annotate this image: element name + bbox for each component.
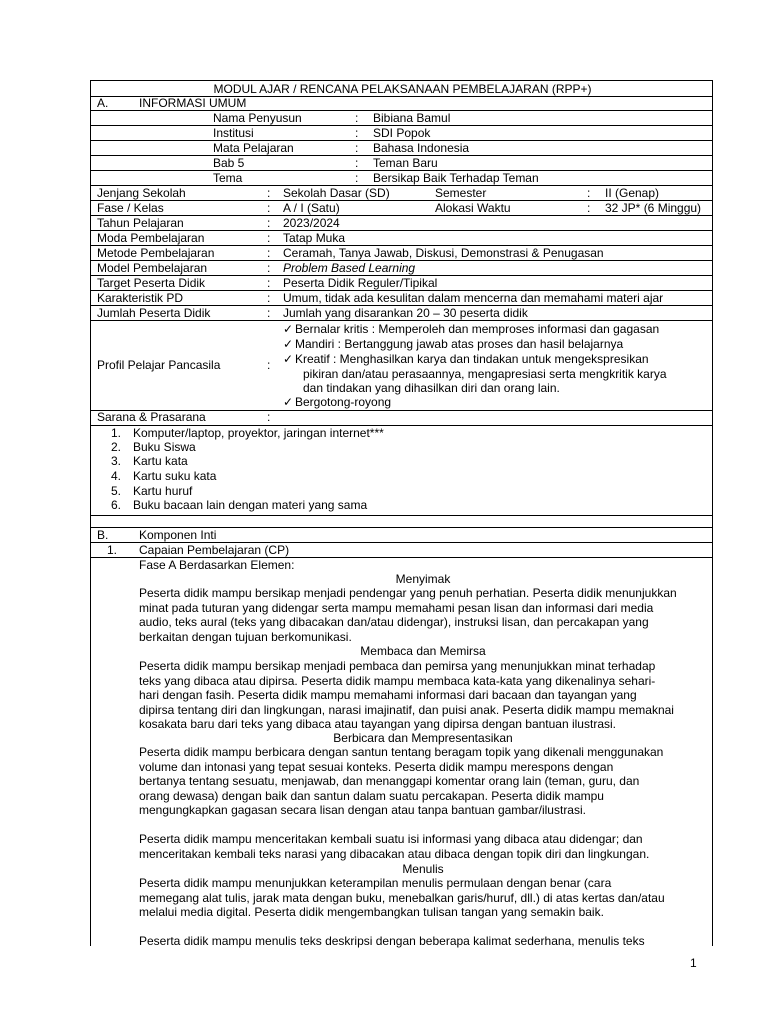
profil-item [283,337,623,351]
profil-colon: : [267,358,271,372]
sarana-item: Buku bacaan lain dengan materi yang sama [133,498,368,512]
row-value: Tatap Muka [283,231,346,245]
row-value: A / I (Satu) [283,201,340,215]
sarana-colon: : [267,410,271,424]
row-label-2: Semester [435,186,487,200]
profil-item-text: Kreatif : Menghasilkan karya dan tindakan untuk mengekspresikan [295,352,649,366]
element-paragraph-menyimak [139,586,707,644]
element-paragraph-menulis-2 [139,934,707,949]
divider [91,215,712,216]
profil-item-text: Bernalar kritis : Memperoleh dan memproses informasi dan gagasan [295,322,660,336]
sarana-item-number: 1. [111,426,122,440]
row-colon: : [267,246,271,260]
row-value: 2023/2024 [283,216,340,230]
sarana-item-number: 6. [111,498,122,512]
paragraph-line: berkaitan dengan tujuan berkomunikasi. [139,629,352,644]
section-a-label: INFORMASI UMUM [139,96,247,110]
sarana-item: Kartu huruf [133,484,193,498]
row-label: Fase / Kelas [97,201,164,215]
row-value: Umum, tidak ada kesulitan dalam mencerna dan memahami materi ajar [283,291,664,305]
element-title-menulis: Menulis [402,862,444,876]
sarana-item: Buku Siswa [133,440,196,454]
row-colon: : [267,276,271,290]
element-paragraph-berbicara [139,745,707,818]
paragraph-line: orang dewasa) dengan baik dan santun dalam suatu percakapan. Peserta didik mampu [139,788,604,803]
profil-item [283,322,659,336]
row-colon: : [587,201,591,215]
element-paragraph-membaca [139,659,707,732]
divider [91,320,712,321]
info-value: Bahasa Indonesia [373,141,470,155]
row-label: Metode Pembelajaran [97,246,215,260]
row-colon: : [267,216,271,230]
paragraph-line: bertanya tentang sesuatu, menjawab, dan menanggapi komentar orang lain (teman, guru, dan [139,774,640,789]
row-value: Sekolah Dasar (SD) [283,186,390,200]
paragraph-line: volume dan intonasi yang tepat sesuai konteks. Peserta didik mampu merespons dengan [139,759,614,774]
paragraph-line: minat pada tuturan yang didengar serta mampu memahami pesan lisan dan informasi dari media [139,600,654,615]
paragraph-line: audio, teks aural (teks yang dibacakan dan/atau didengar), instruksi lisan, dan percakapan yang [139,615,649,630]
info-value: Bersikap Baik Terhadap Teman [373,171,539,185]
document-table [90,80,713,946]
info-colon: : [355,156,359,170]
cp-number: 1. [107,543,118,557]
row-value-2: 32 JP* (6 Minggu) [605,201,702,215]
info-colon: : [355,171,359,185]
paragraph-line: dipirsa tentang diri dan lingkungan, narasi imajinatif, dan puisi anak. Peserta didik mampu memaknai [139,702,674,717]
sarana-item-number: 5. [111,484,122,498]
cp-label: Capaian Pembelajaran (CP) [139,543,290,557]
profil-label: Profil Pelajar Pancasila [97,358,221,372]
row-label: Moda Pembelajaran [97,231,205,245]
row-label-2: Alokasi Waktu [435,201,511,215]
paragraph-line: teks yang dibaca atau dipirsa. Peserta didik mampu membaca kata-kata yang dikenalinya sehari- [139,673,656,688]
paragraph-line: Peserta didik mampu berbicara dengan santun tentang beragam topik yang dikenali menggunakan [139,745,664,759]
info-label: Tema [213,171,243,185]
row-label: Model Pembelajaran [97,261,208,275]
checkmark-icon: ✓ [283,395,294,409]
sarana-item-number: 2. [111,440,122,454]
row-colon: : [267,261,271,275]
checkmark-icon: ✓ [283,322,294,336]
paragraph-line: melalui media digital. Peserta didik mengembangkan tulisan tangan yang semakin baik. [139,905,604,920]
section-b-label: Komponen Inti [139,528,217,542]
sarana-item: Kartu kata [133,454,188,468]
row-colon: : [267,201,271,215]
row-colon: : [267,306,271,320]
paragraph-line: Peserta didik mampu menceritakan kembali suatu isi informasi yang dibaca atau didengar; dan [139,832,643,846]
row-colon: : [267,186,271,200]
profil-item [283,395,391,409]
row-value: Ceramah, Tanya Jawab, Diskusi, Demonstrasi & Penugasan [283,246,604,260]
paragraph-line: Peserta didik mampu bersikap menjadi pendengar yang penuh perhatian. Peserta didik menunjukkan [139,586,677,600]
profil-item [283,352,649,366]
info-label: Nama Penyusun [213,111,302,125]
profil-item-text: Mandiri : Bertanggung jawab atas proses dan hasil belajarnya [295,337,624,351]
document-title: MODUL AJAR / RENCANA PELAKSANAAN PEMBELAJARAN (RPP+) [213,82,592,96]
info-colon: : [355,111,359,125]
row-label: Jumlah Peserta Didik [97,306,211,320]
element-title-menyimak: Menyimak [395,572,451,586]
paragraph-line: mengungkapkan gagasan secara lisan dengan atau tanpa bantuan gambar/ilustrasi. [139,803,586,818]
sarana-item-number: 4. [111,469,122,483]
info-label: Institusi [213,126,254,140]
paragraph-line: Peserta didik mampu bersikap menjadi pembaca dan pemirsa yang menunjukkan minat terhadap [139,659,656,673]
row-value: Problem Based Learning [283,261,416,275]
profil-item-text: Bergotong-royong [295,395,392,409]
row-value: Peserta Didik Reguler/Tipikal [283,276,438,290]
info-value: Teman Baru [373,156,438,170]
row-label: Target Peserta Didik [97,276,206,290]
paragraph-line: menceritakan kembali teks narasi yang dibacakan atau dibaca dengan topik diri dan lingkungan. [139,846,650,861]
info-label: Bab 5 [213,156,245,170]
row-colon: : [267,291,271,305]
checkmark-icon: ✓ [283,337,294,351]
row-label: Karakteristik PD [97,291,184,305]
fase-label: Fase A Berdasarkan Elemen: [139,558,295,572]
paragraph-line: kosakata baru dari teks yang dibaca atau tayangan yang dipirsa dengan bantuan ilustrasi. [139,717,616,732]
sarana-item: Kartu suku kata [133,469,217,483]
element-title-berbicara: Berbicara dan Mempresentasikan [333,731,513,745]
profil-item-continuation: pikiran dan/atau perasaannya, mengapresiasi serta mengkritik karya [303,367,667,381]
row-value-2: II (Genap) [605,186,660,200]
info-label: Mata Pelajaran [213,141,294,155]
info-value: Bibiana Bamul [373,111,451,125]
paragraph-line: Peserta didik mampu menulis teks deskripsi dengan beberapa kalimat sederhana, menulis teks [139,934,645,948]
info-value: SDI Popok [373,126,431,140]
element-paragraph-berbicara-2 [139,832,707,861]
info-colon: : [355,141,359,155]
sarana-item: Komputer/laptop, proyektor, jaringan internet*** [133,426,384,440]
paragraph-line: Peserta didik mampu menunjukkan keterampilan menulis permulaan dengan benar (cara [139,876,612,890]
sarana-item-number: 3. [111,454,122,468]
info-colon: : [355,126,359,140]
sarana-label: Sarana & Prasarana [97,410,206,424]
row-label: Jenjang Sekolah [97,186,186,200]
divider [91,515,712,516]
paragraph-line: memegang alat tulis, jarak mata dengan buku, menebalkan garis/huruf, dll.) di atas kertas dan/atau [139,890,665,905]
profil-item-continuation: dan tindakan yang dihasilkan diri dan orang lain. [303,381,560,395]
row-label: Tahun Pelajaran [97,216,184,230]
paragraph-line: hari dengan fasih. Peserta didik mampu memahami informasi dari bacaan dan tayangan yang [139,688,637,703]
row-colon: : [267,231,271,245]
section-b-number: B. [97,528,109,542]
page-number: 1 [690,956,697,970]
row-colon: : [587,186,591,200]
checkmark-icon: ✓ [283,352,294,366]
element-paragraph-menulis [139,876,707,920]
row-value: Jumlah yang disarankan 20 – 30 peserta didik [283,306,528,320]
section-a-number: A. [97,96,109,110]
element-title-membaca: Membaca dan Memirsa [360,644,486,658]
